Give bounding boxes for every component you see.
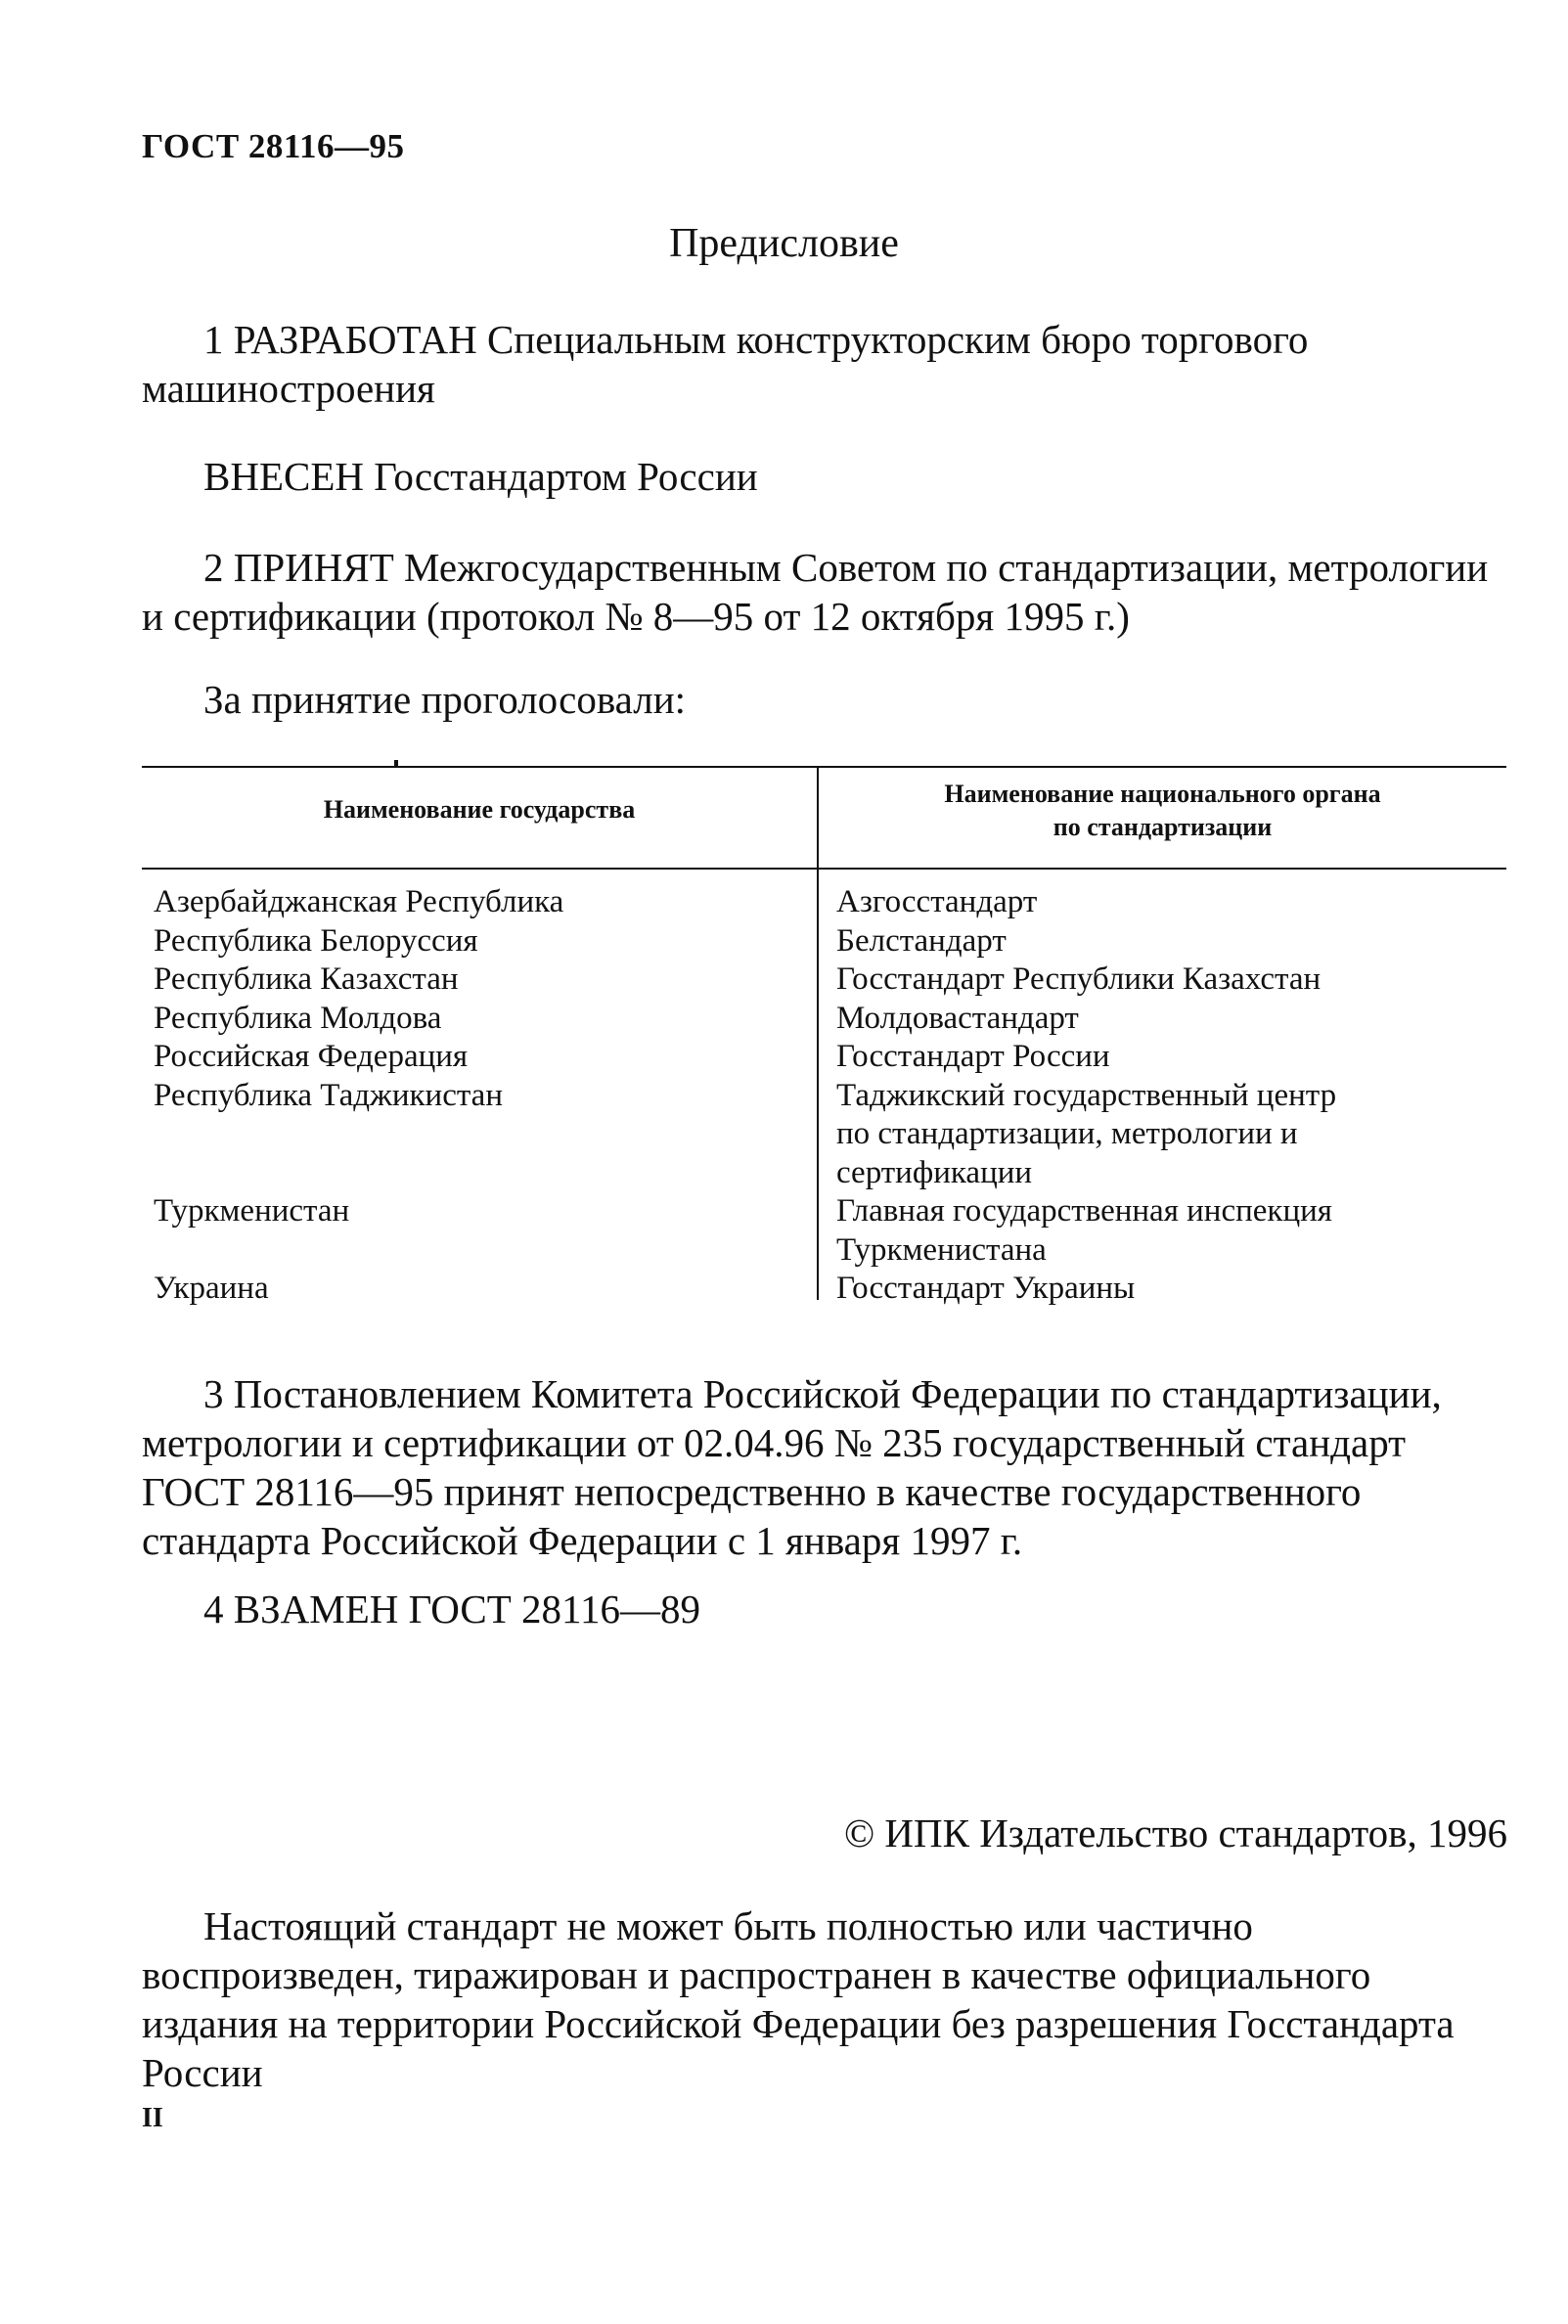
organization-cell: Белстандарт xyxy=(836,922,1007,959)
state-cell: Республика Казахстан xyxy=(154,961,459,997)
state-cell: Республика Молдова xyxy=(154,1000,442,1036)
header-organization-line1: Наименование национального органа xyxy=(944,780,1381,808)
state-cell: Республика Белоруссия xyxy=(154,922,478,959)
reproduction-notice: Настоящий стандарт не может быть полностью или частично воспроизведен, тиражирован и распространен в качестве официального издания на территории Российской Федерации без разрешения Госстандарта России xyxy=(142,1903,1455,2095)
page-title: Предисловие xyxy=(669,221,899,266)
state-cell: Российская Федерация xyxy=(154,1039,469,1074)
state-cell: Азербайджанская Республика xyxy=(154,884,564,919)
paragraph-replaces: 4 ВЗАМЕН ГОСТ 28116—89 xyxy=(203,1587,701,1631)
paragraph-developed: 1 РАЗРАБОТАН Специальным конструкторским бюро торгового машиностроения xyxy=(142,317,1309,411)
organization-cell: по стандартизации, метрологии и xyxy=(836,1116,1298,1151)
organization-cell: Госстандарт Республики Казахстан xyxy=(836,961,1322,997)
state-cell xyxy=(154,1231,809,1271)
header-state: Наименование государства xyxy=(323,795,636,824)
document-code: ГОСТ 28116—95 xyxy=(142,127,405,165)
paragraph-resolution: 3 Постановлением Комитета Российской Федерации по стандартизации, метрологии и сертификации от 02.04.96 № 235 государственный стандарт ГОСТ 28116—95 принят непосредственно в качестве государственного стандарта Российской Федерации с 1 января 1997 г. xyxy=(142,1371,1442,1563)
table-top-rule xyxy=(142,766,1506,768)
organization-cell: сертификации xyxy=(836,1154,1033,1190)
state-cell xyxy=(154,1154,809,1193)
state-column xyxy=(154,883,809,1309)
organization-cell: Азгосстандарт xyxy=(836,884,1038,919)
organization-cell: Госстандарт России xyxy=(836,1039,1110,1074)
table-header-rule xyxy=(142,868,1506,870)
organization-cell: Туркменистана xyxy=(836,1231,1047,1268)
paragraph-introduced: ВНЕСЕН Госстандартом России xyxy=(203,454,758,499)
state-cell: Украина xyxy=(154,1271,269,1306)
page-number: II xyxy=(142,2103,163,2133)
paragraph-adopted: 2 ПРИНЯТ Межгосударственным Советом по стандартизации, метрологии и сертификации (протокол № 8—95 от 12 октября 1995 г.) xyxy=(142,545,1489,639)
table-column-divider xyxy=(817,766,819,1300)
header-organization-line2: по стандартизации xyxy=(1053,813,1273,841)
copyright-notice: © ИПК Издательство стандартов, 1996 xyxy=(843,1810,1507,1855)
state-cell: Республика Таджикистан xyxy=(154,1077,503,1113)
organization-cell: Молдовастандарт xyxy=(836,1000,1079,1036)
voting-table xyxy=(142,766,1506,1314)
organization-column xyxy=(836,883,1501,1309)
state-cell: Туркменистан xyxy=(154,1193,350,1229)
organization-cell: Госстандарт Украины xyxy=(836,1271,1136,1306)
organization-cell: Главная государственная инспекция xyxy=(836,1193,1332,1229)
table-mark xyxy=(394,760,398,766)
organization-cell: Таджикский государственный центр xyxy=(836,1077,1337,1113)
state-cell xyxy=(154,1115,809,1154)
paragraph-voted: За принятие проголосовали: xyxy=(203,677,687,722)
header-organization xyxy=(819,778,1506,844)
